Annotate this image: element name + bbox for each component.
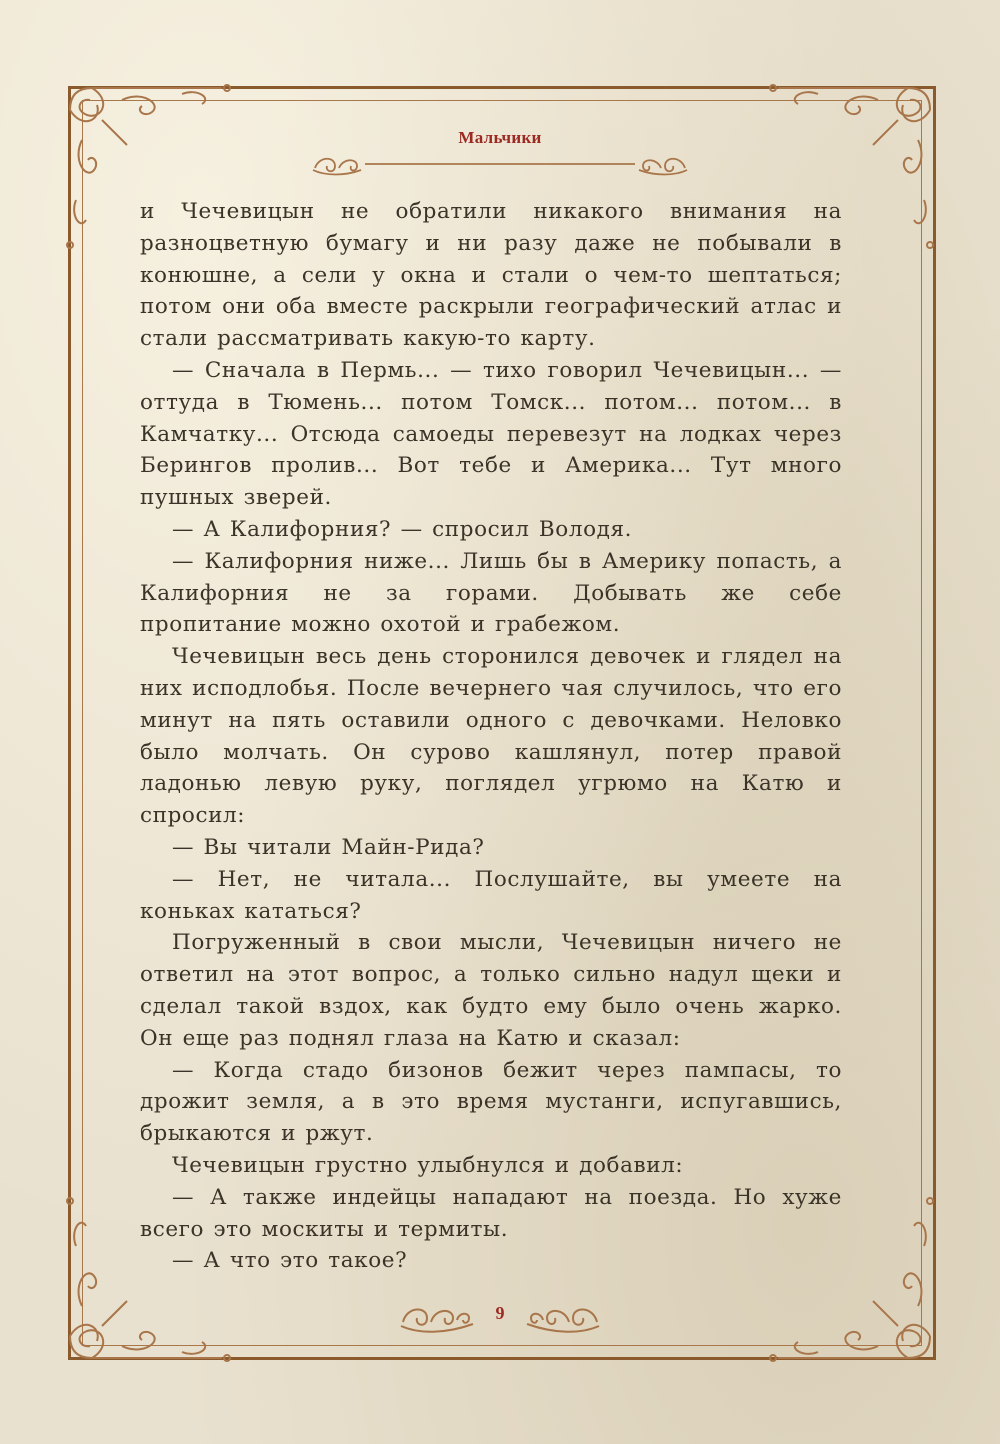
paragraph: — А что это такое?	[172, 1248, 408, 1274]
paragraph: и Чечевицын не обратили никакого внимания на разноцветную бумагу и ни разу даже не побывали в конюшне, а сели у окна и стали о чем-то шептаться; потом они оба вместе раскрыли географический атлас и стали рассматривать какую-то карту.	[140, 199, 842, 352]
paragraph: — Сначала в Пермь... — тихо говорил Чечевицын... — оттуда в Тюмень... потом Томск... потом... потом... в Камчатку... Отсюда самоеды перевезут на лодках через Берингов пролив... Вот тебе и Америка... Тут много пушных зверей.	[140, 357, 842, 511]
paragraph: — Нет, не читала... Послушайте, вы умеете на коньках кататься?	[140, 866, 842, 924]
paragraph: Погруженный в свои мысли, Чечевицын ничего не ответил на этот вопрос, а только сильно надул щеки и сделал такой вздох, как будто ему было очень жарко. Он еще раз поднял глаза на Катю и сказал:	[140, 930, 842, 1051]
paragraph: — Когда стадо бизонов бежит через пампасы, то дрожит земля, а в это время мустанги, испугавшись, брыкаются и ржут.	[140, 1057, 842, 1147]
paragraph: — Калифорния ниже... Лишь бы в Америку попасть, а Калифорния не за горами. Добывать же себе пропитание можно охотой и грабежом.	[140, 548, 842, 638]
running-header-title: Мальчики	[458, 128, 542, 147]
page-number: 9	[495, 1303, 505, 1323]
paragraph: Чечевицын грустно улыбнулся и добавил:	[172, 1152, 684, 1178]
header-divider-icon	[305, 150, 695, 180]
paragraph: Чечевицын весь день сторонился девочек и глядел на них исподлобья. После вечернего чая случилось, что его минут на пять оставили одного с девочками. Неловко было молчать. Он сурово кашлянул, потер правой ладонью левую руку, поглядел угрюмо на Катю и спросил:	[140, 644, 842, 829]
paragraph: — А также индейцы нападают на поезда. Но хуже всего это москиты и термиты.	[140, 1184, 842, 1242]
paragraph: — Вы читали Майн-Рида?	[172, 834, 485, 860]
body-text	[140, 196, 842, 1277]
paragraph: — А Калифорния? — спросил Володя.	[172, 516, 633, 542]
